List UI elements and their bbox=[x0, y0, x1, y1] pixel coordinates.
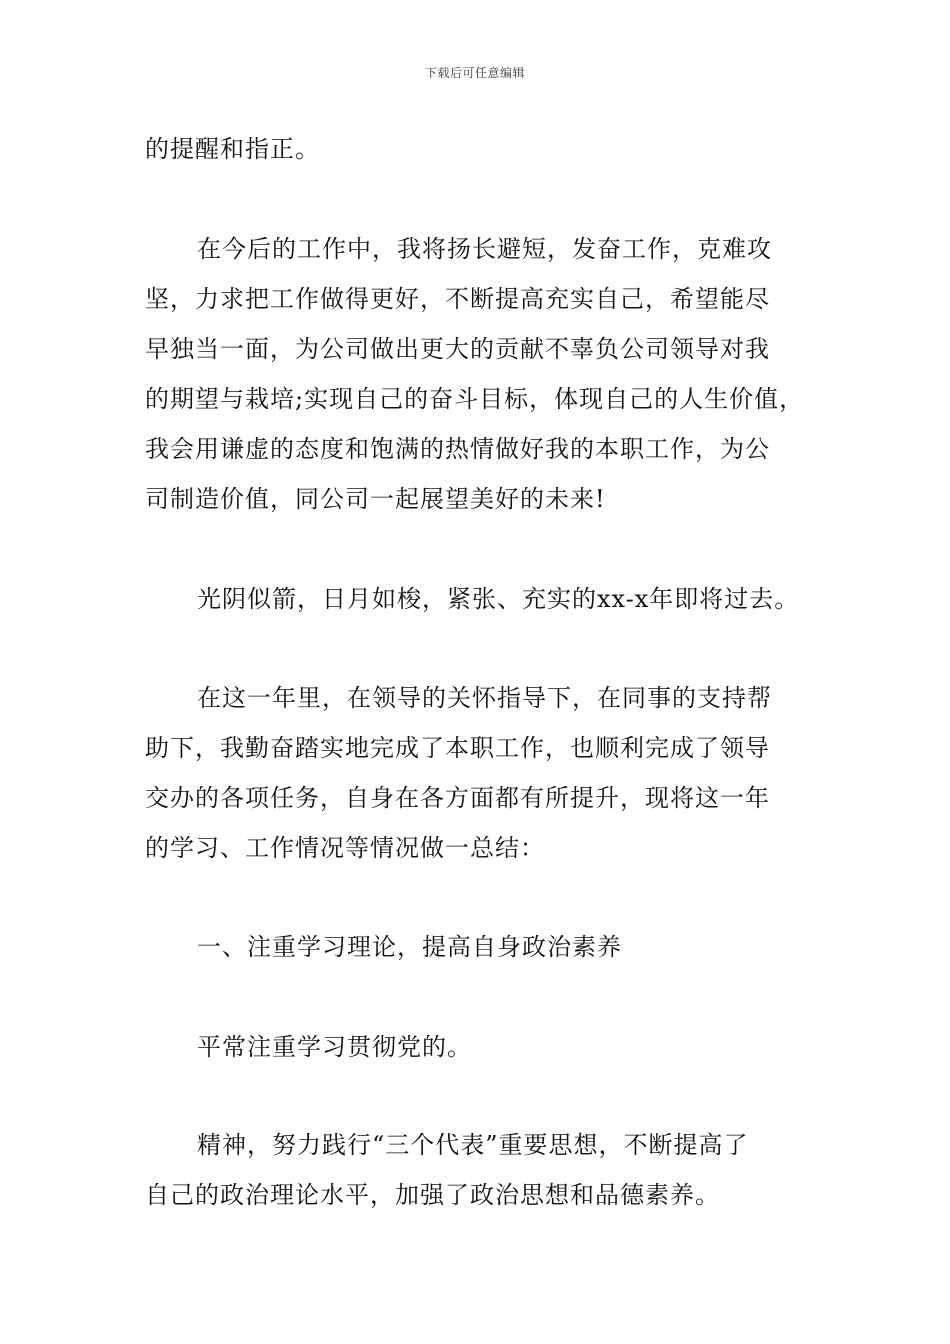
text-line: 的学习、工作情况等情况做一总结： bbox=[145, 834, 545, 862]
text-line: 一、注重学习理论，提高自身政治素养 bbox=[197, 933, 622, 961]
paragraph-year-passing bbox=[145, 574, 815, 624]
text-line: 坚，力求把工作做得更好，不断提高充实自己，希望能尽 bbox=[145, 285, 770, 313]
section-heading-theory-study bbox=[145, 922, 815, 972]
paragraph-political-spirit bbox=[145, 1120, 815, 1220]
text-line: 早独当一面，为公司做出更大的贡献不辜负公司领导对我 bbox=[145, 335, 770, 363]
text-line: 平常注重学习贯彻党的。 bbox=[197, 1033, 472, 1061]
text-line: 的提醒和指正。 bbox=[145, 135, 320, 163]
paragraph-year-summary bbox=[145, 673, 815, 873]
text-line: 我会用谦虚的态度和饱满的热情做好我的本职工作，为公 bbox=[145, 435, 770, 463]
page-header: 下载后可任意编辑 bbox=[424, 66, 525, 80]
text-line: 在这一年里，在领导的关怀指导下，在同事的支持帮 bbox=[197, 684, 772, 712]
text-line: 自己的政治理论水平，加强了政治思想和品德素养。 bbox=[145, 1181, 720, 1209]
text-line: 司制造价值，同公司一起展望美好的未来! bbox=[145, 485, 606, 513]
text-line: 助下，我勤奋踏实地完成了本职工作，也顺利完成了领导 bbox=[145, 734, 770, 762]
text-line: 精神，努力践行“三个代表”重要思想，不断提高了 bbox=[197, 1131, 749, 1159]
paragraph-party-study bbox=[145, 1022, 815, 1072]
text-line: 交办的各项任务，自身在各方面都有所提升，现将这一年 bbox=[145, 784, 770, 812]
text-line: 光阴似箭，日月如梭，紧张、充实的xx-x年即将过去。 bbox=[197, 585, 800, 613]
paragraph-future-work bbox=[145, 224, 815, 524]
text-line: 在今后的工作中，我将扬长避短，发奋工作，克难攻 bbox=[197, 235, 772, 263]
text-line: 的期望与栽培;实现自己的奋斗目标，体现自己的人生价值， bbox=[145, 385, 805, 413]
paragraph-closing-remark bbox=[145, 124, 815, 174]
